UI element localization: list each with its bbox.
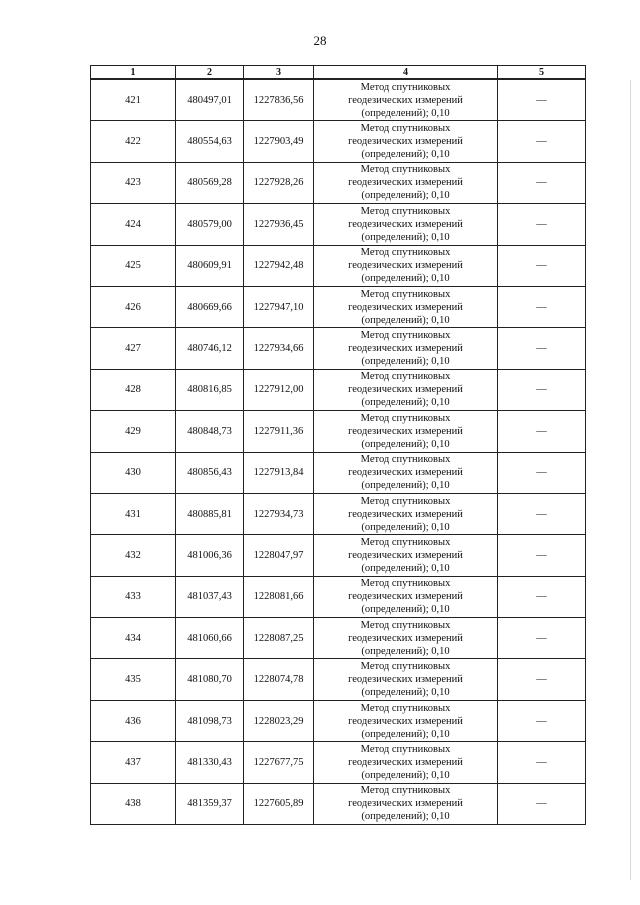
x-coordinate-cell: 481060,66 (176, 618, 244, 659)
method-cell (314, 121, 498, 162)
column-header-1: 1 (91, 66, 176, 80)
table-row (91, 121, 586, 162)
table-row (91, 535, 586, 576)
point-number-cell: 427 (91, 328, 176, 369)
table-row (91, 452, 586, 493)
method-cell (314, 79, 498, 121)
x-coordinate-cell: 481359,37 (176, 783, 244, 824)
method-text: Метод спутниковых геодезических измерений (определений); 0,10 (348, 205, 463, 243)
column-header-3: 3 (244, 66, 314, 80)
method-text: Метод спутниковых геодезических измерений (определений); 0,10 (348, 578, 463, 616)
note-cell: — (498, 369, 586, 410)
x-coordinate-cell: 480609,91 (176, 245, 244, 286)
x-coordinate-cell: 481006,36 (176, 535, 244, 576)
method-text: Метод спутниковых геодезических измерений (определений); 0,10 (348, 454, 463, 492)
method-cell (314, 576, 498, 617)
table-row (91, 162, 586, 203)
column-header-4: 4 (314, 66, 498, 80)
method-cell (314, 700, 498, 741)
table-row (91, 411, 586, 452)
point-number-cell: 438 (91, 783, 176, 824)
method-cell (314, 245, 498, 286)
y-coordinate-cell: 1227934,73 (244, 493, 314, 534)
table-row (91, 783, 586, 824)
method-text: Метод спутниковых геодезических измерений (определений); 0,10 (348, 412, 463, 450)
table-row (91, 576, 586, 617)
table-row (91, 659, 586, 700)
x-coordinate-cell: 480856,43 (176, 452, 244, 493)
table-row (91, 286, 586, 327)
method-text: Метод спутниковых геодезических измерений (определений); 0,10 (348, 785, 463, 823)
note-cell: — (498, 576, 586, 617)
method-text: Метод спутниковых геодезических измерений (определений); 0,10 (348, 247, 463, 285)
method-text: Метод спутниковых геодезических измерений (определений); 0,10 (348, 495, 463, 533)
point-number-cell: 429 (91, 411, 176, 452)
method-text: Метод спутниковых геодезических измерений (определений); 0,10 (348, 743, 463, 781)
method-cell (314, 411, 498, 452)
x-coordinate-cell: 480746,12 (176, 328, 244, 369)
y-coordinate-cell: 1227903,49 (244, 121, 314, 162)
method-cell (314, 328, 498, 369)
method-cell (314, 783, 498, 824)
method-cell (314, 162, 498, 203)
method-cell (314, 493, 498, 534)
method-text: Метод спутниковых геодезических измерений (определений); 0,10 (348, 661, 463, 699)
point-number-cell: 425 (91, 245, 176, 286)
method-text: Метод спутниковых геодезических измерений (определений); 0,10 (348, 330, 463, 368)
method-text: Метод спутниковых геодезических измерений (определений); 0,10 (348, 81, 463, 119)
note-cell: — (498, 245, 586, 286)
note-cell: — (498, 79, 586, 121)
note-cell: — (498, 618, 586, 659)
point-number-cell: 421 (91, 79, 176, 121)
note-cell: — (498, 493, 586, 534)
x-coordinate-cell: 480579,00 (176, 204, 244, 245)
point-number-cell: 436 (91, 700, 176, 741)
x-coordinate-cell: 480848,73 (176, 411, 244, 452)
note-cell: — (498, 411, 586, 452)
x-coordinate-cell: 480816,85 (176, 369, 244, 410)
x-coordinate-cell: 481098,73 (176, 700, 244, 741)
note-cell: — (498, 286, 586, 327)
y-coordinate-cell: 1227913,84 (244, 452, 314, 493)
y-coordinate-cell: 1228081,66 (244, 576, 314, 617)
note-cell: — (498, 535, 586, 576)
point-number-cell: 426 (91, 286, 176, 327)
y-coordinate-cell: 1227934,66 (244, 328, 314, 369)
note-cell: — (498, 783, 586, 824)
x-coordinate-cell: 481330,43 (176, 742, 244, 783)
point-number-cell: 433 (91, 576, 176, 617)
table-header-row (91, 66, 586, 80)
point-number-cell: 431 (91, 493, 176, 534)
table-row (91, 204, 586, 245)
column-header-2: 2 (176, 66, 244, 80)
x-coordinate-cell: 480885,81 (176, 493, 244, 534)
method-cell (314, 742, 498, 783)
point-number-cell: 430 (91, 452, 176, 493)
y-coordinate-cell: 1227836,56 (244, 79, 314, 121)
point-number-cell: 422 (91, 121, 176, 162)
method-cell (314, 369, 498, 410)
method-text: Метод спутниковых геодезических измерений (определений); 0,10 (348, 702, 463, 740)
point-number-cell: 437 (91, 742, 176, 783)
page-number: 28 (313, 33, 327, 48)
note-cell: — (498, 659, 586, 700)
method-text: Метод спутниковых геодезических измерений (определений); 0,10 (348, 619, 463, 657)
method-cell (314, 535, 498, 576)
point-number-cell: 428 (91, 369, 176, 410)
y-coordinate-cell: 1228023,29 (244, 700, 314, 741)
method-text: Метод спутниковых геодезических измерений (определений); 0,10 (348, 288, 463, 326)
table-row (91, 79, 586, 121)
x-coordinate-cell: 480554,63 (176, 121, 244, 162)
point-number-cell: 435 (91, 659, 176, 700)
method-cell (314, 286, 498, 327)
x-coordinate-cell: 481080,70 (176, 659, 244, 700)
y-coordinate-cell: 1227942,48 (244, 245, 314, 286)
point-number-cell: 434 (91, 618, 176, 659)
column-header-5: 5 (498, 66, 586, 80)
method-cell (314, 618, 498, 659)
note-cell: — (498, 700, 586, 741)
note-cell: — (498, 204, 586, 245)
point-number-cell: 423 (91, 162, 176, 203)
y-coordinate-cell: 1227605,89 (244, 783, 314, 824)
method-text: Метод спутниковых геодезических измерений (определений); 0,10 (348, 536, 463, 574)
note-cell: — (498, 121, 586, 162)
method-cell (314, 659, 498, 700)
x-coordinate-cell: 480669,66 (176, 286, 244, 327)
y-coordinate-cell: 1227936,45 (244, 204, 314, 245)
table-row (91, 369, 586, 410)
note-cell: — (498, 742, 586, 783)
method-text: Метод спутниковых геодезических измерений (определений); 0,10 (348, 123, 463, 161)
y-coordinate-cell: 1228074,78 (244, 659, 314, 700)
table-row (91, 742, 586, 783)
table-row (91, 493, 586, 534)
table-body (91, 79, 586, 825)
x-coordinate-cell: 480497,01 (176, 79, 244, 121)
scan-edge-line (630, 80, 631, 880)
point-number-cell: 424 (91, 204, 176, 245)
y-coordinate-cell: 1228087,25 (244, 618, 314, 659)
point-number-cell: 432 (91, 535, 176, 576)
y-coordinate-cell: 1228047,97 (244, 535, 314, 576)
method-cell (314, 452, 498, 493)
method-cell (314, 204, 498, 245)
y-coordinate-cell: 1227928,26 (244, 162, 314, 203)
note-cell: — (498, 452, 586, 493)
note-cell: — (498, 328, 586, 369)
x-coordinate-cell: 481037,43 (176, 576, 244, 617)
y-coordinate-cell: 1227912,00 (244, 369, 314, 410)
table-row (91, 245, 586, 286)
y-coordinate-cell: 1227677,75 (244, 742, 314, 783)
note-cell: — (498, 162, 586, 203)
table-row (91, 328, 586, 369)
coordinates-table (90, 65, 586, 825)
y-coordinate-cell: 1227911,36 (244, 411, 314, 452)
table-row (91, 700, 586, 741)
x-coordinate-cell: 480569,28 (176, 162, 244, 203)
y-coordinate-cell: 1227947,10 (244, 286, 314, 327)
method-text: Метод спутниковых геодезических измерений (определений); 0,10 (348, 164, 463, 202)
method-text: Метод спутниковых геодезических измерений (определений); 0,10 (348, 371, 463, 409)
table-row (91, 618, 586, 659)
